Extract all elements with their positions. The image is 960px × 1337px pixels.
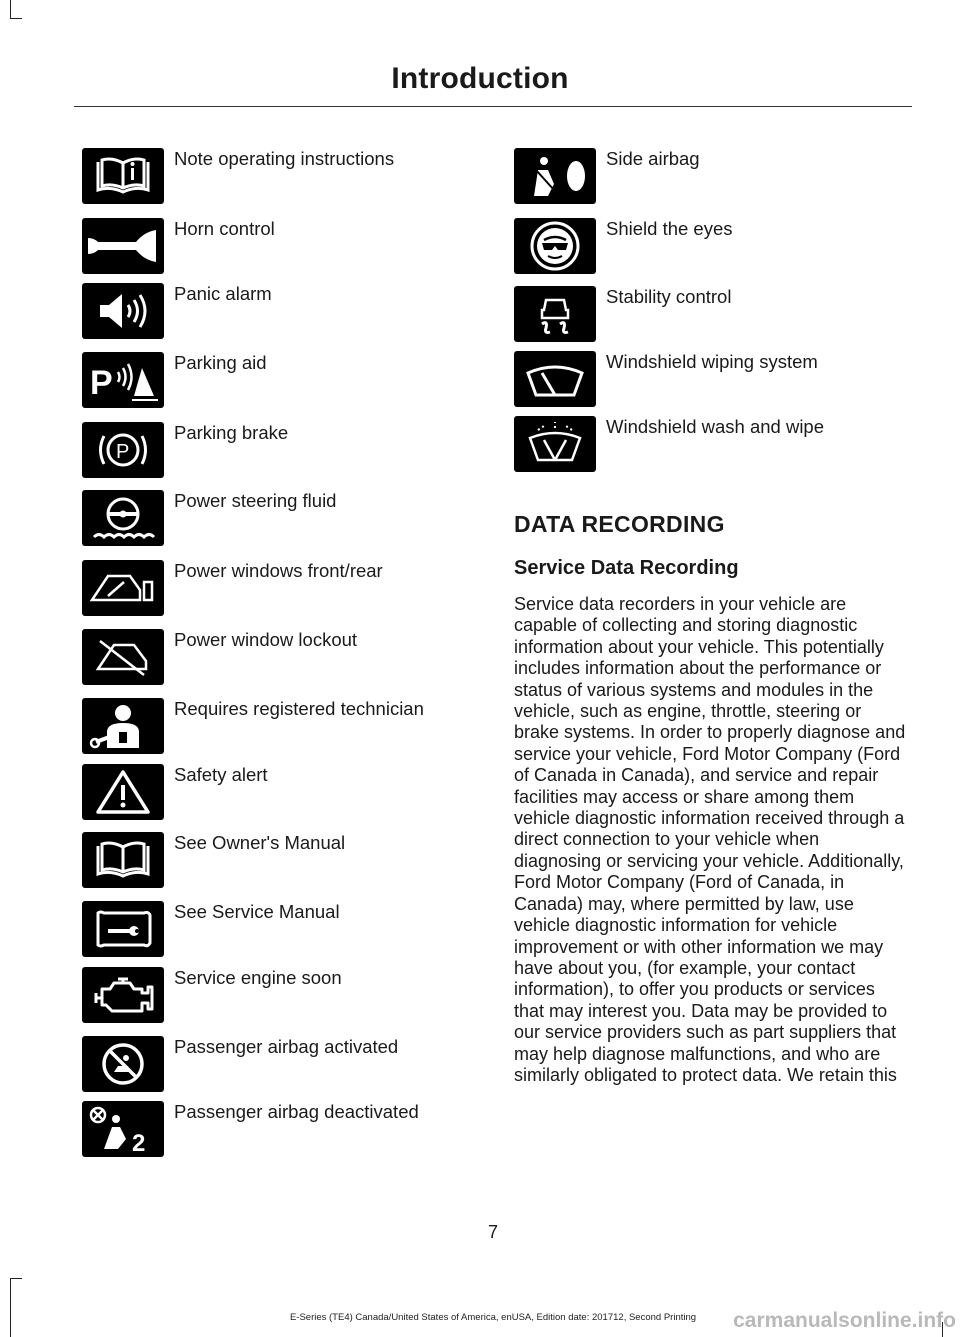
parking-brake-icon — [82, 422, 164, 478]
power-steering-fluid-icon — [82, 490, 164, 546]
symbol-label: Shield the eyes — [606, 218, 733, 239]
symbol-label: See Service Manual — [174, 901, 340, 922]
stability-control-icon — [514, 286, 596, 342]
symbol-label: Parking aid — [174, 352, 267, 373]
section-heading: DATA RECORDING — [514, 511, 725, 537]
symbol-label: Note operating instructions — [174, 148, 395, 169]
speaker-icon — [82, 283, 164, 339]
symbol-label: Power windows front/rear — [174, 560, 383, 581]
service-manual-icon — [82, 901, 164, 957]
symbol-label: Passenger airbag activated — [174, 1036, 399, 1057]
symbol-label: Side airbag — [606, 148, 700, 169]
svg-text:P: P — [116, 441, 130, 463]
symbol-label: Passenger airbag deactivated — [174, 1101, 419, 1122]
symbol-label: Service engine soon — [174, 967, 342, 988]
page-title: Introduction — [391, 62, 569, 95]
symbol-label: See Owner's Manual — [174, 832, 346, 853]
passenger-airbag-activated-icon — [82, 1036, 164, 1092]
warning-triangle-icon — [82, 764, 164, 820]
symbol-label: Power steering fluid — [174, 490, 337, 511]
crop-mark — [10, 0, 11, 18]
operating-instructions-icon — [82, 148, 164, 204]
symbol-label: Stability control — [606, 286, 732, 307]
shield-eyes-icon — [514, 218, 596, 274]
symbol-label: Safety alert — [174, 764, 268, 785]
technician-icon — [82, 698, 164, 754]
symbol-label: Power window lockout — [174, 629, 358, 650]
owners-manual-icon — [82, 832, 164, 888]
body-paragraph: Service data recorders in your vehicle are capable of collecting and storing diagnostic information about your vehicle. This potentially includes information about the performance or status of various systems and modules in the vehicle, such as engine, throttle, steering or brake systems. In order to properly diagnose and service your vehicle, Ford Motor Company (Ford of Canada in Canada), and service and repair facilities may access or share among them vehicle diagnostic information received through a direct connection to your vehicle when diagnosing or servicing your vehicle. Additionally, Ford Motor Company (Ford of Canada, in Canada) may, where permitted by law, use vehicle diagnostic information for vehicle improvement or with other information we may have about you, (for example, your contact information), to offer you products or services that may interest you. Data may be provided to our service providers such as part suppliers that may help diagnose malfunctions, and who are similarly obligated to protect data. We retain this — [514, 594, 906, 1085]
symbol-label: Horn control — [174, 218, 275, 239]
svg-text:P: P — [90, 364, 113, 402]
crop-mark — [10, 18, 22, 19]
parking-aid-icon — [82, 352, 164, 408]
symbol-label: Parking brake — [174, 422, 289, 443]
page-number: 7 — [487, 1222, 498, 1242]
window-lockout-icon — [82, 629, 164, 685]
footer-edition: E-Series (TE4) Canada/United States of America, enUSA, Edition date: 201712, Second Printing — [289, 1312, 697, 1323]
side-airbag-icon — [514, 148, 596, 204]
windshield-washer-icon — [514, 416, 596, 472]
crop-mark — [10, 1278, 11, 1337]
passenger-airbag-deactivated-icon — [82, 1101, 164, 1157]
sub-heading: Service Data Recording — [514, 557, 739, 579]
engine-icon — [82, 967, 164, 1023]
horn-icon — [82, 218, 164, 274]
windshield-wiper-icon — [514, 351, 596, 407]
crop-mark — [10, 1278, 22, 1279]
watermark: carmanualsonline.info — [733, 1309, 956, 1332]
power-window-icon — [82, 560, 164, 616]
symbol-label: Requires registered technician — [174, 698, 424, 719]
svg-text:2: 2 — [132, 1130, 146, 1157]
symbol-label: Windshield wiping system — [606, 351, 818, 372]
header-rule — [74, 106, 912, 107]
symbol-label: Panic alarm — [174, 283, 272, 304]
symbol-label: Windshield wash and wipe — [606, 416, 825, 437]
